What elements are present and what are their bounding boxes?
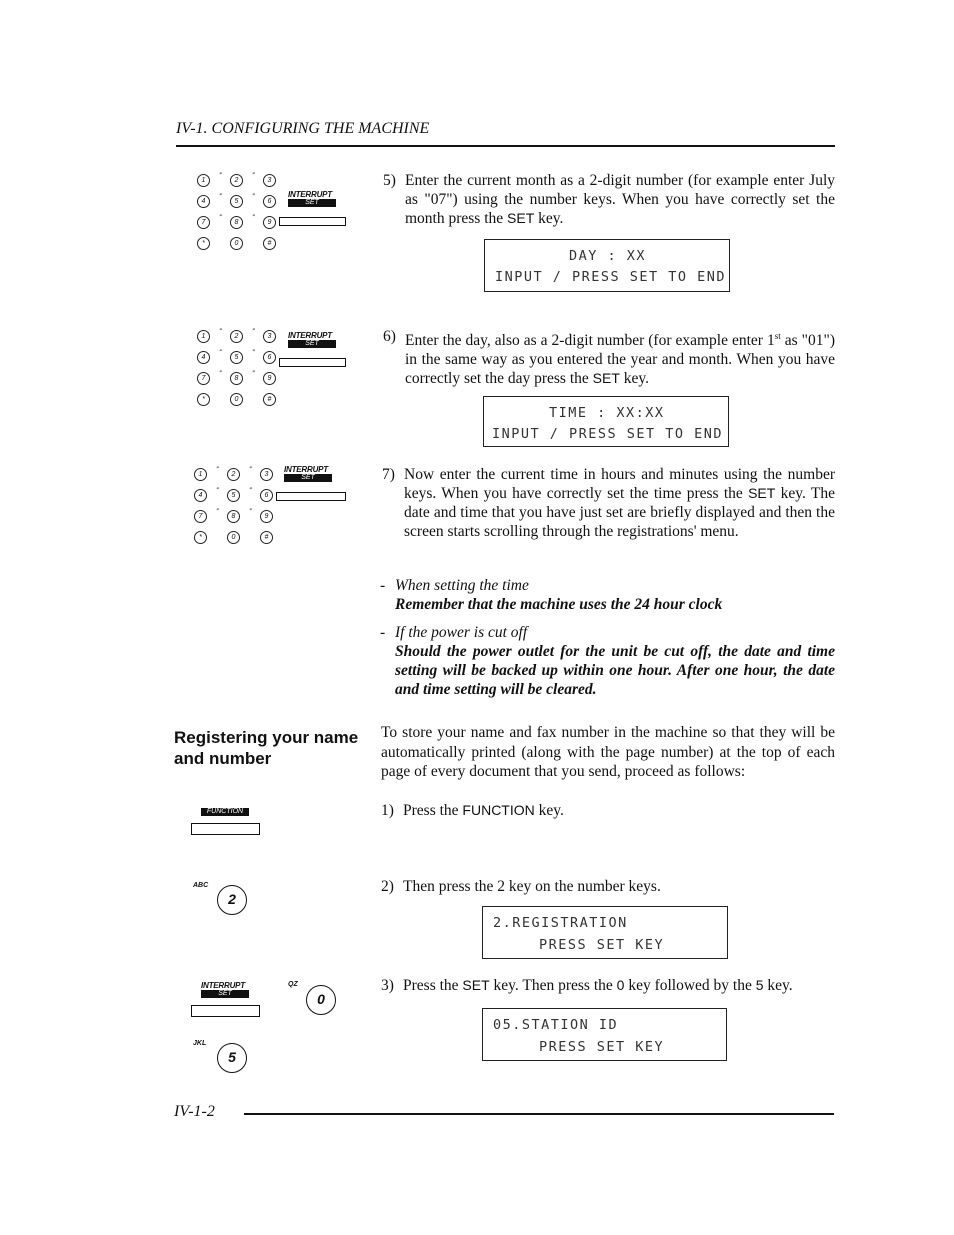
keypad-key-icon: 4	[194, 489, 207, 502]
key-name: SET	[592, 370, 620, 387]
set-label: SET	[201, 990, 249, 998]
key-tick-marks: ‴	[217, 467, 220, 473]
keypad-key-icon: 4	[197, 195, 210, 208]
keypad-key-icon: 6	[263, 351, 276, 364]
keypad-key-icon: *	[197, 237, 210, 250]
key-tick-marks: ‴	[220, 194, 223, 200]
note-title: If the power is cut off	[395, 624, 528, 641]
reg-step-2	[381, 877, 835, 896]
key-tick-marks: ‴	[253, 350, 256, 356]
step-text-tail: key. The date and time that you have just set are briefly displayed and then the screen starts scrolling through the registrations' menu.	[404, 485, 835, 540]
keypad-key-icon: #	[263, 393, 276, 406]
lcd-line-2: PRESS SET KEY	[539, 1039, 665, 1055]
keypad-key-icon: 3	[263, 174, 276, 187]
key-name: SET	[462, 977, 490, 993]
key-letters-label: ABC	[193, 882, 209, 889]
key-tick-marks: ‴	[250, 488, 253, 494]
step-number: 7)	[382, 466, 395, 483]
keypad-key-icon: 2	[230, 174, 243, 187]
keypad-key-icon: 1	[197, 330, 210, 343]
key-0-icon: 0	[306, 985, 336, 1015]
key-tick-marks: ‴	[253, 173, 256, 179]
keypad-key-icon: 2	[230, 330, 243, 343]
note-setting-time: - When setting the time Remember that the machine uses the 24 hour clock	[380, 576, 835, 614]
function-key-illustration	[191, 808, 261, 835]
keypad-key-icon: 2	[227, 468, 240, 481]
keypad-key-icon: 9	[260, 510, 273, 523]
note-body: Remember that the machine uses the 24 hour clock	[395, 596, 723, 613]
footer-rule	[244, 1113, 834, 1115]
note-body: Should the power outlet for the unit be cut off, the date and time setting will be backed up within one hour. After one hour, the date and time setting will be cleared.	[395, 643, 835, 698]
keypad-illustration	[193, 328, 285, 416]
set-button-illustration	[279, 190, 349, 226]
step-number: 5)	[383, 172, 396, 189]
key-name: SET	[748, 485, 776, 501]
header-rule	[176, 145, 835, 147]
step-number: 3)	[381, 977, 394, 994]
lcd-line-2: INPUT / PRESS SET TO END	[492, 426, 724, 442]
key-tick-marks: ‴	[220, 371, 223, 377]
note-title: When setting the time	[395, 577, 529, 594]
keypad-key-icon: 5	[230, 195, 243, 208]
lcd-line-1: TIME : XX:XX	[549, 405, 665, 421]
key-tick-marks: ‴	[253, 329, 256, 335]
step-text-cont: as "01") in the same way as you entered the year and month. When you have correctly set the day press the	[405, 332, 835, 388]
key-tick-marks: ‴	[220, 215, 223, 221]
keypad-illustration	[190, 466, 282, 554]
key-tick-marks: ‴	[250, 509, 253, 515]
interrupt-label: INTERRUPT	[288, 331, 332, 340]
keypad-key-icon: 4	[197, 351, 210, 364]
step-text-tail: key.	[763, 977, 793, 994]
step-text: Enter the day, also as a 2-digit number (for example enter 1	[405, 332, 775, 350]
keypad-key-icon: #	[260, 531, 273, 544]
set-button-illustration	[276, 465, 348, 501]
step-text-tail: key.	[534, 210, 564, 227]
keypad-key-icon: *	[197, 393, 210, 406]
key-tick-marks: ‴	[253, 194, 256, 200]
key-tick-marks: ‴	[217, 509, 220, 515]
section-title: Registering your name and number	[174, 728, 359, 768]
keypad-key-icon: 8	[230, 372, 243, 385]
keypad-key-icon: 0	[230, 393, 243, 406]
interrupt-label: INTERRUPT	[284, 465, 328, 474]
lcd-line-2: PRESS SET KEY	[539, 937, 665, 953]
key-2-icon: 2	[217, 885, 247, 915]
step-number: 1)	[381, 802, 394, 819]
step-text: Now enter the current time in hours and minutes using the number keys. When you have correctly set the time press the	[404, 466, 835, 502]
keypad-key-icon: 5	[227, 489, 240, 502]
function-label: FUNCTION	[201, 808, 249, 816]
section-intro: To store your name and fax number in the machine so that they will be automatically printed (along with the page number) at the top of each page of every document that you send, proceed as follows:	[381, 724, 835, 780]
lcd-display	[482, 1008, 727, 1061]
lcd-line-1: 05.STATION ID	[493, 1017, 619, 1033]
key-5-icon: 5	[217, 1043, 247, 1073]
step-text-mid2: key followed by the	[624, 977, 756, 994]
set-label: SET	[284, 474, 332, 482]
keypad-key-icon: 6	[260, 489, 273, 502]
lcd-line-1: 2.REGISTRATION	[493, 915, 628, 931]
keypad-key-icon: 7	[194, 510, 207, 523]
set-label: SET	[288, 199, 336, 207]
keypad-key-icon: 6	[263, 195, 276, 208]
keypad-key-icon: 3	[263, 330, 276, 343]
interrupt-label: INTERRUPT	[288, 190, 332, 199]
lcd-line-2: INPUT / PRESS SET TO END	[495, 269, 727, 285]
page-header: IV-1. CONFIGURING THE MACHINE	[176, 120, 430, 137]
set-button-illustration	[191, 981, 261, 1017]
key-name: 0	[616, 977, 625, 993]
keypad-key-icon: 0	[230, 237, 243, 250]
keypad-key-icon: 5	[230, 351, 243, 364]
key-letters-label: QZ	[288, 981, 298, 988]
key-tick-marks: ‴	[220, 173, 223, 179]
step-text-tail: key.	[534, 802, 564, 819]
step-text: Then press the 2 key on the number keys.	[403, 878, 661, 895]
key-tick-marks: ‴	[253, 371, 256, 377]
step-text: Enter the current month as a 2-digit number (for example enter July as "07") using the number keys. When you have correctly set the month press the	[405, 172, 835, 227]
set-key-icon	[276, 492, 346, 501]
set-key-icon	[279, 358, 346, 367]
keypad-key-icon: 8	[230, 216, 243, 229]
key-tick-marks: ‴	[250, 467, 253, 473]
page-number: IV-1-2	[174, 1103, 215, 1120]
step-text: Press the	[403, 802, 463, 819]
set-key-icon	[191, 1005, 260, 1017]
set-button-illustration	[279, 331, 349, 367]
keypad-key-icon: 1	[194, 468, 207, 481]
step-5	[383, 171, 835, 228]
key-letters-label: JKL	[193, 1040, 207, 1047]
key-name: SET	[507, 210, 535, 226]
note-power-cut: - If the power is cut off Should the power outlet for the unit be cut off, the date and time setting will be backed up within one hour. After one hour, the date and time setting will be cleared.	[380, 624, 835, 698]
interrupt-label: INTERRUPT	[201, 981, 245, 990]
key-tick-marks: ‴	[217, 488, 220, 494]
key-tick-marks: ‴	[253, 215, 256, 221]
keypad-key-icon: 9	[263, 216, 276, 229]
lcd-display	[482, 906, 728, 959]
step-text-tail: key.	[619, 370, 650, 388]
step-text: Press the	[403, 977, 463, 994]
keypad-key-icon: 1	[197, 174, 210, 187]
lcd-display	[484, 239, 730, 292]
reg-step-3	[381, 976, 835, 995]
set-label: SET	[288, 340, 336, 348]
keypad-illustration	[193, 172, 285, 260]
key-name: 5	[755, 977, 764, 993]
keypad-key-icon: #	[263, 237, 276, 250]
ordinal-suffix: st	[774, 331, 781, 341]
step-6	[383, 327, 835, 388]
step-text-mid: key. Then press the	[489, 977, 617, 994]
keypad-key-icon: 0	[227, 531, 240, 544]
step-number: 2)	[381, 878, 394, 895]
lcd-line-1: DAY : XX	[569, 248, 647, 264]
step-7	[382, 465, 835, 541]
lcd-display	[483, 396, 729, 447]
function-key-icon	[191, 823, 260, 835]
keypad-key-icon: *	[194, 531, 207, 544]
keypad-key-icon: 8	[227, 510, 240, 523]
keypad-key-icon: 7	[197, 372, 210, 385]
reg-step-1	[381, 801, 835, 820]
keypad-key-icon: 3	[260, 468, 273, 481]
step-number: 6)	[383, 328, 396, 345]
keypad-key-icon: 7	[197, 216, 210, 229]
keypad-key-icon: 9	[263, 372, 276, 385]
set-key-icon	[279, 217, 346, 226]
key-tick-marks: ‴	[220, 329, 223, 335]
key-name: FUNCTION	[462, 802, 535, 818]
key-tick-marks: ‴	[220, 350, 223, 356]
